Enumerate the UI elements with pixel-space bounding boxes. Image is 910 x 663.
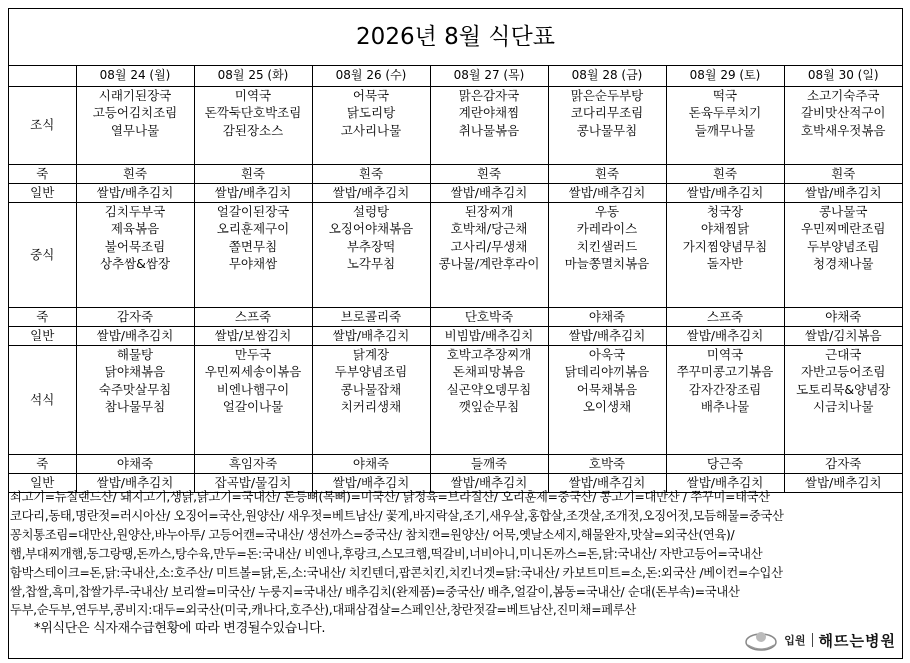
origin-line: 두부,순두부,연두부,콩비지:대두=외국산(미국,캐나다,호주산),대패삼겹살=스페인산,창란젓갈=베트남산,진미채=페루산 [10, 603, 636, 618]
menu-change-note: *위식단은 식자재수급현황에 따라 변경될수있습니다. [34, 621, 326, 637]
porridge-cell: 흰죽 [76, 164, 194, 183]
origin-line: 쇠고기=뉴질랜드산/ 돼지고기,생닭,닭고기=국내산/ 돈등뼈(목뼈)=미국산/ 닭정육=브라질산/ 오리훈제=중국산/ 콩고기=대만산 / 쭈꾸미=태국산 [10, 490, 770, 504]
general-cell: 쌀밥/배추김치 [312, 326, 430, 345]
menu-item: 호박새우젓볶음 [800, 122, 886, 138]
menu-item: 맑은순두부탕 [570, 87, 644, 103]
general-cell: 쌀밥/김치볶음 [784, 326, 902, 345]
menu-item: 호박고추장찌개 [446, 346, 532, 362]
menu-item: 우동 [594, 203, 620, 219]
general-cell: 쌀밥/배추김치 [430, 473, 548, 492]
menu-item: 치킨샐러드 [576, 238, 638, 254]
menu-item: 청경채나물 [813, 256, 874, 271]
menu-item: 돈육두루치기 [688, 105, 762, 120]
menu-item: 계란야채찜 [458, 105, 520, 120]
breakfast-menu-cell [666, 86, 784, 164]
menu-item: 우민찌세송이볶음 [204, 364, 302, 379]
porridge-cell: 호박죽 [548, 454, 666, 473]
porridge-cell: 야채죽 [784, 307, 902, 326]
porridge-cell: 야채죽 [548, 307, 666, 326]
porridge-cell: 감자죽 [784, 454, 902, 473]
lunch-menu-cell [194, 202, 312, 307]
lunch-general-row [9, 326, 902, 345]
menu-item: 고사리나물 [340, 122, 402, 138]
menu-item: 돌자반 [706, 256, 744, 271]
day-header: 08월 27 (목) [430, 66, 548, 86]
day-header: 08월 26 (수) [312, 66, 430, 86]
menu-item: 콩나물국 [819, 203, 868, 219]
day-header: 08월 25 (화) [194, 66, 312, 86]
menu-item: 청국장 [706, 203, 744, 219]
logo-name: 해뜨는병원 [818, 631, 896, 650]
menu-item: 아욱국 [588, 346, 626, 362]
porridge-cell: 단호박죽 [430, 307, 548, 326]
day-header: 08월 24 (월) [76, 66, 194, 86]
porridge-cell: 스프죽 [666, 307, 784, 326]
menu-item: 고사리/무생채 [450, 238, 528, 254]
breakfast-menu-cell [548, 86, 666, 164]
menu-item: 들깨무나물 [694, 122, 756, 138]
menu-item: 참나물무침 [104, 399, 166, 414]
menu-item: 쫄면무침 [228, 238, 278, 254]
dinner-menu-cell [430, 345, 548, 454]
menu-item: 얼갈이나물 [222, 399, 284, 414]
menu-item: 닭계장 [352, 346, 390, 362]
menu-item: 돈깍둑단호박조림 [204, 105, 302, 120]
day-header: 08월 29 (토) [666, 66, 784, 86]
origin-line: 함박스테이크=돈,닭:국내산,소:호주산/ 미트볼=닭,돈,소:국내산/ 치킨텐더,팝콘치킨,치킨너겟=닭:국내산/ 카보트미트=소,돈:외국산 /베이컨=수입산 [10, 565, 783, 580]
lunch-menu-cell [784, 202, 902, 307]
breakfast-main-row [9, 86, 902, 164]
general-label: 일반 [9, 473, 76, 492]
menu-item: 비엔나햄구이 [216, 381, 290, 397]
menu-item: 무야채쌈 [228, 256, 278, 271]
porridge-cell: 야채죽 [76, 454, 194, 473]
menu-item: 두부양념조림 [334, 364, 408, 379]
general-cell: 쌀밥/배추김치 [312, 473, 430, 492]
menu-item: 상추쌈&쌈장 [99, 256, 171, 271]
menu-item: 제육볶음 [110, 221, 160, 236]
porridge-cell: 당근죽 [666, 454, 784, 473]
origin-line: 꽁치통조림=대만산,원양산,바누아투/ 고등어캔=국내산/ 생선까스=중국산/ 참치캔=원양산/ 어묵,옛날소세지,해물완자,맛살=외국산(연육)/ [10, 527, 735, 542]
general-cell: 쌀밥/배추김치 [76, 326, 194, 345]
menu-item: 된장찌개 [464, 203, 514, 219]
menu-item: 부추장떡 [346, 238, 396, 254]
lunch-menu-cell [312, 202, 430, 307]
general-cell: 쌀밥/배추김치 [76, 183, 194, 202]
menu-item: 닭데리야끼볶음 [564, 364, 650, 379]
meal-table [9, 66, 902, 493]
menu-item: 만두국 [234, 346, 272, 362]
dinner-label: 석식 [9, 345, 76, 454]
porridge-cell: 스프죽 [194, 307, 312, 326]
breakfast-menu-cell [430, 86, 548, 164]
menu-item: 코다리무조림 [570, 105, 644, 120]
menu-item: 닭도리탕 [346, 105, 396, 120]
general-cell: 쌀밥/배추김치 [548, 183, 666, 202]
origin-info [9, 488, 903, 639]
menu-item: 닭야채볶음 [104, 364, 166, 379]
menu-item: 어묵국 [352, 87, 390, 103]
lunch-menu-cell [548, 202, 666, 307]
menu-item: 어묵채볶음 [576, 381, 638, 397]
menu-sheet [8, 8, 903, 659]
menu-item: 고등어김치조림 [92, 105, 178, 120]
menu-item: 근대국 [825, 346, 862, 362]
porridge-cell: 흰죽 [784, 164, 902, 183]
dinner-menu-cell [548, 345, 666, 454]
general-cell: 쌀밥/배추김치 [666, 473, 784, 492]
lunch-menu-cell [666, 202, 784, 307]
general-cell: 쌀밥/배추김치 [784, 183, 902, 202]
menu-item: 돈채피망볶음 [452, 364, 526, 379]
day-header: 08월 30 (일) [784, 66, 902, 86]
origin-line: 햄,부대찌개햄,동그랑땡,돈까스,탕수육,만두=돈:국내산/ 비엔나,후랑크,스모크햄,떡갈비,너비아니,미니돈까스=돈,닭:국내산/ 자반고등어=국내산 [10, 546, 763, 561]
menu-item: 감자간장조림 [688, 381, 762, 397]
origin-line: 코다리,동태,명란젓=러시아산/ 오징어=국산,원양산/ 새우젓=베트남산/ 꽃게,바지락살,조기,새우살,홍합살,조갯살,조개젓,오징어젓,모듬해물=중국산 [10, 508, 784, 523]
menu-item: 갈비맛산적구이 [800, 105, 886, 120]
porridge-cell: 흑임자죽 [194, 454, 312, 473]
breakfast-label: 조식 [9, 86, 76, 164]
menu-item: 야채찜닭 [700, 221, 750, 236]
breakfast-menu-cell [784, 86, 902, 164]
menu-item: 카레라이스 [576, 221, 638, 236]
general-cell: 쌀밥/배추김치 [548, 473, 666, 492]
menu-item: 도토리묵&양념장 [796, 381, 891, 397]
general-cell: 쌀밥/배추김치 [666, 183, 784, 202]
menu-item: 설렁탕 [352, 203, 390, 219]
page-title: 2026년 8월 식단표 [9, 9, 902, 66]
menu-item: 감된장소스 [222, 122, 284, 138]
menu-item: 두부양념조림 [807, 238, 880, 254]
menu-item: 우민찌메란조림 [800, 221, 886, 236]
menu-item: 열무나물 [110, 122, 160, 138]
date-header-row [9, 66, 902, 86]
menu-item: 김치두부국 [104, 203, 166, 219]
breakfast-menu-cell [76, 86, 194, 164]
dinner-menu-cell [784, 345, 902, 454]
menu-item: 맑은감자국 [458, 87, 520, 103]
menu-item: 숙주맛살무침 [98, 381, 172, 397]
menu-item: 떡국 [712, 87, 738, 103]
general-cell: 쌀밥/배추김치 [194, 183, 312, 202]
menu-item: 노각무침 [346, 256, 396, 271]
general-cell: 잡곡밥/물김치 [194, 473, 312, 492]
corner-cell [9, 66, 76, 86]
porridge-cell: 흰죽 [312, 164, 430, 183]
breakfast-menu-cell [312, 86, 430, 164]
menu-item: 자반고등어조림 [800, 364, 886, 379]
menu-item: 해물탕 [116, 346, 154, 362]
breakfast-general-row [9, 183, 902, 202]
general-label: 일반 [9, 183, 76, 202]
menu-item: 오징어야채볶음 [328, 221, 414, 236]
porridge-cell: 브로콜리죽 [312, 307, 430, 326]
menu-item: 얼갈이된장국 [216, 203, 290, 219]
day-header: 08월 28 (금) [548, 66, 666, 86]
porridge-label: 죽 [9, 454, 76, 473]
dinner-menu-cell [76, 345, 194, 454]
porridge-label: 죽 [9, 307, 76, 326]
dinner-porridge-row [9, 454, 902, 473]
lunch-menu-cell [430, 202, 548, 307]
dinner-menu-cell [194, 345, 312, 454]
menu-item: 오리훈제구이 [216, 221, 290, 236]
menu-item: 불어묵조림 [104, 238, 166, 254]
porridge-cell: 흰죽 [430, 164, 548, 183]
dinner-main-row [9, 345, 902, 454]
menu-item: 취나물볶음 [458, 122, 520, 138]
breakfast-porridge-row [9, 164, 902, 183]
origin-line: 쌀,찹쌀,흑미,찹쌀가루-국내산/ 보리쌀=미국산/ 누룽지=국내산/ 배추김치(완제품)=중국산/ 배추,얼갈이,봄동=국내산/ 순대(돈부속)=국내산 [10, 584, 740, 599]
general-cell: 쌀밥/배추김치 [430, 183, 548, 202]
lunch-menu-cell [76, 202, 194, 307]
menu-item: 소고기숙주국 [807, 87, 880, 103]
logo-divider [812, 633, 813, 647]
general-cell: 쌀밥/배추김치 [312, 183, 430, 202]
menu-item: 가지찜양념무침 [682, 238, 768, 254]
menu-item: 쭈꾸미콩고기볶음 [676, 364, 774, 379]
menu-item: 실곤약오뎅무침 [446, 381, 532, 397]
menu-item: 오이생채 [582, 399, 632, 414]
porridge-label: 죽 [9, 164, 76, 183]
general-cell: 쌀밥/배추김치 [548, 326, 666, 345]
porridge-cell: 흰죽 [194, 164, 312, 183]
general-cell: 비빔밥/배추김치 [430, 326, 548, 345]
general-cell: 쌀밥/배추김치 [784, 473, 902, 492]
menu-item: 깻잎순무침 [458, 399, 520, 414]
menu-item: 시금치나물 [813, 399, 874, 414]
menu-item: 미역국 [234, 87, 272, 103]
porridge-cell: 들깨죽 [430, 454, 548, 473]
general-label: 일반 [9, 326, 76, 345]
porridge-cell: 흰죽 [548, 164, 666, 183]
menu-item: 미역국 [706, 346, 744, 362]
menu-item: 호박채/당근채 [450, 221, 528, 236]
dinner-menu-cell [312, 345, 430, 454]
menu-item: 콩나물무침 [576, 122, 638, 138]
menu-item: 시래기된장국 [98, 87, 172, 103]
hospital-logo [744, 626, 896, 654]
general-cell: 쌀밥/배추김치 [76, 473, 194, 492]
porridge-cell: 야채죽 [312, 454, 430, 473]
lunch-porridge-row [9, 307, 902, 326]
general-cell: 쌀밥/배추김치 [666, 326, 784, 345]
porridge-cell: 감자죽 [76, 307, 194, 326]
menu-item: 배추나물 [700, 399, 750, 414]
menu-item: 콩나물잡채 [340, 381, 402, 397]
breakfast-menu-cell [194, 86, 312, 164]
dinner-menu-cell [666, 345, 784, 454]
lunch-label: 중식 [9, 202, 76, 307]
lunch-main-row [9, 202, 902, 307]
menu-item: 마늘쫑멸치볶음 [564, 256, 650, 271]
menu-item: 치커리생채 [340, 399, 402, 414]
logo-small-text: 입원 [784, 634, 806, 647]
hospital-logo-icon [744, 627, 778, 653]
general-cell: 쌀밥/보쌈김치 [194, 326, 312, 345]
menu-item: 콩나물/계란후라이 [438, 256, 540, 271]
porridge-cell: 흰죽 [666, 164, 784, 183]
